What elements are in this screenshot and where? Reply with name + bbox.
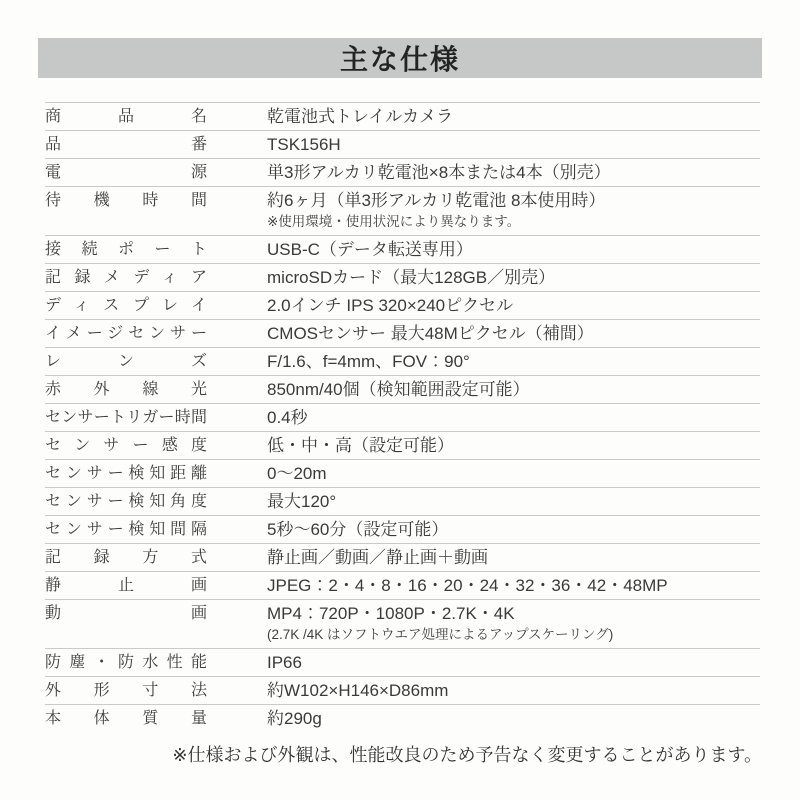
- spec-value-wrap: [267, 492, 760, 512]
- spec-label: 赤外線光: [45, 381, 207, 398]
- spec-value: USB-C（データ転送専用）: [267, 240, 473, 259]
- spec-value: 低・中・高（設定可能）: [267, 436, 454, 455]
- table-row: [45, 263, 760, 291]
- table-row: [45, 676, 760, 704]
- spec-value: TSK156H: [267, 135, 341, 154]
- spec-note: (2.7K /4K はソフトウエア処理によるアップスケーリング): [267, 627, 614, 642]
- spec-value-wrap: [267, 681, 760, 701]
- table-row: [45, 459, 760, 487]
- spec-value: CMOSセンサー 最大48Mピクセル（補間）: [267, 324, 594, 343]
- spec-value: F/1.6、f=4mm、FOV：90°: [267, 352, 470, 371]
- spec-value: 単3形アルカリ乾電池×8本または4本（別売）: [267, 163, 611, 182]
- spec-value-wrap: [267, 268, 760, 288]
- table-row: [45, 375, 760, 403]
- spec-value: 5秒〜60分（設定可能）: [267, 520, 449, 539]
- spec-value-wrap: [267, 576, 760, 596]
- spec-value: JPEG：2・4・8・16・20・24・32・36・42・48MP: [267, 576, 668, 595]
- spec-label: イメージセンサー: [45, 325, 207, 342]
- spec-value-wrap: [267, 520, 760, 540]
- spec-value: 約290g: [267, 709, 322, 728]
- spec-label: センサー検知距離: [45, 465, 207, 482]
- spec-value: microSDカード（最大128GB／別売）: [267, 268, 556, 287]
- spec-value: IP66: [267, 653, 302, 672]
- table-row: [45, 130, 760, 158]
- spec-value: 0〜20m: [267, 464, 327, 483]
- table-row: [45, 235, 760, 263]
- spec-label: 外形寸法: [45, 682, 207, 699]
- spec-table: [45, 102, 760, 732]
- table-row: [45, 599, 760, 648]
- table-row: [45, 431, 760, 459]
- spec-label: 記録方式: [45, 549, 207, 566]
- table-row: [45, 158, 760, 186]
- spec-value: 約W102×H146×D86mm: [267, 681, 449, 700]
- spec-label: センサー感度: [45, 437, 207, 454]
- spec-label: 待機時間: [45, 192, 207, 209]
- spec-value-wrap: [267, 653, 760, 673]
- table-row: [45, 403, 760, 431]
- spec-label: 動画: [45, 605, 207, 622]
- spec-label: センサー検知角度: [45, 493, 207, 510]
- spec-value-wrap: [267, 464, 760, 484]
- spec-value: 2.0インチ IPS 320×240ピクセル: [267, 296, 514, 315]
- spec-label: センサートリガー時間: [45, 409, 207, 426]
- footer-disclaimer: ※仕様および外観は、性能改良のため予告なく変更することがあります。: [172, 745, 762, 765]
- table-row: [45, 571, 760, 599]
- table-row: [45, 704, 760, 732]
- spec-label: 電源: [45, 164, 207, 181]
- spec-value-wrap: [267, 135, 760, 155]
- table-row: [45, 319, 760, 347]
- spec-value: 850nm/40個（検知範囲設定可能）: [267, 380, 530, 399]
- spec-value: 最大120°: [267, 492, 337, 511]
- spec-label: 静止画: [45, 577, 207, 594]
- table-row: [45, 487, 760, 515]
- spec-label: ディスプレイ: [45, 297, 207, 314]
- spec-value-wrap: [267, 548, 760, 568]
- table-row: [45, 291, 760, 319]
- spec-value-wrap: [267, 604, 760, 645]
- spec-value: 約6ヶ月（単3形アルカリ乾電池 8本使用時）: [267, 191, 606, 210]
- spec-value-wrap: [267, 191, 760, 232]
- spec-value-wrap: [267, 709, 760, 729]
- spec-label: 商品名: [45, 108, 207, 125]
- page-title: 主な仕様: [339, 44, 460, 75]
- table-row: [45, 543, 760, 571]
- spec-value-wrap: [267, 408, 760, 428]
- table-row: [45, 102, 760, 130]
- spec-value-wrap: [267, 436, 760, 456]
- table-row: [45, 515, 760, 543]
- table-row: [45, 648, 760, 676]
- spec-value: 乾電池式トレイルカメラ: [267, 107, 454, 126]
- spec-value-wrap: [267, 380, 760, 400]
- spec-label: 防塵・防水性能: [45, 654, 207, 671]
- spec-label: 接続ポート: [45, 241, 207, 258]
- spec-label: 品番: [45, 136, 207, 153]
- spec-value-wrap: [267, 240, 760, 260]
- spec-value: MP4：720P・1080P・2.7K・4K: [267, 604, 515, 623]
- spec-value-wrap: [267, 352, 760, 372]
- spec-value-wrap: [267, 163, 760, 183]
- table-row: [45, 347, 760, 375]
- spec-value-wrap: [267, 296, 760, 316]
- spec-note: ※使用環境・使用状況により異なります。: [267, 214, 521, 229]
- spec-value-wrap: [267, 324, 760, 344]
- spec-value: 0.4秒: [267, 408, 308, 427]
- spec-label: 記録メディア: [45, 269, 207, 286]
- spec-label: レンズ: [45, 353, 207, 370]
- spec-label: 本体質量: [45, 710, 207, 727]
- spec-value: 静止画／動画／静止画＋動画: [267, 548, 488, 567]
- title-bar: [38, 38, 762, 78]
- spec-value-wrap: [267, 107, 760, 127]
- spec-label: センサー検知間隔: [45, 521, 207, 538]
- table-row: [45, 186, 760, 235]
